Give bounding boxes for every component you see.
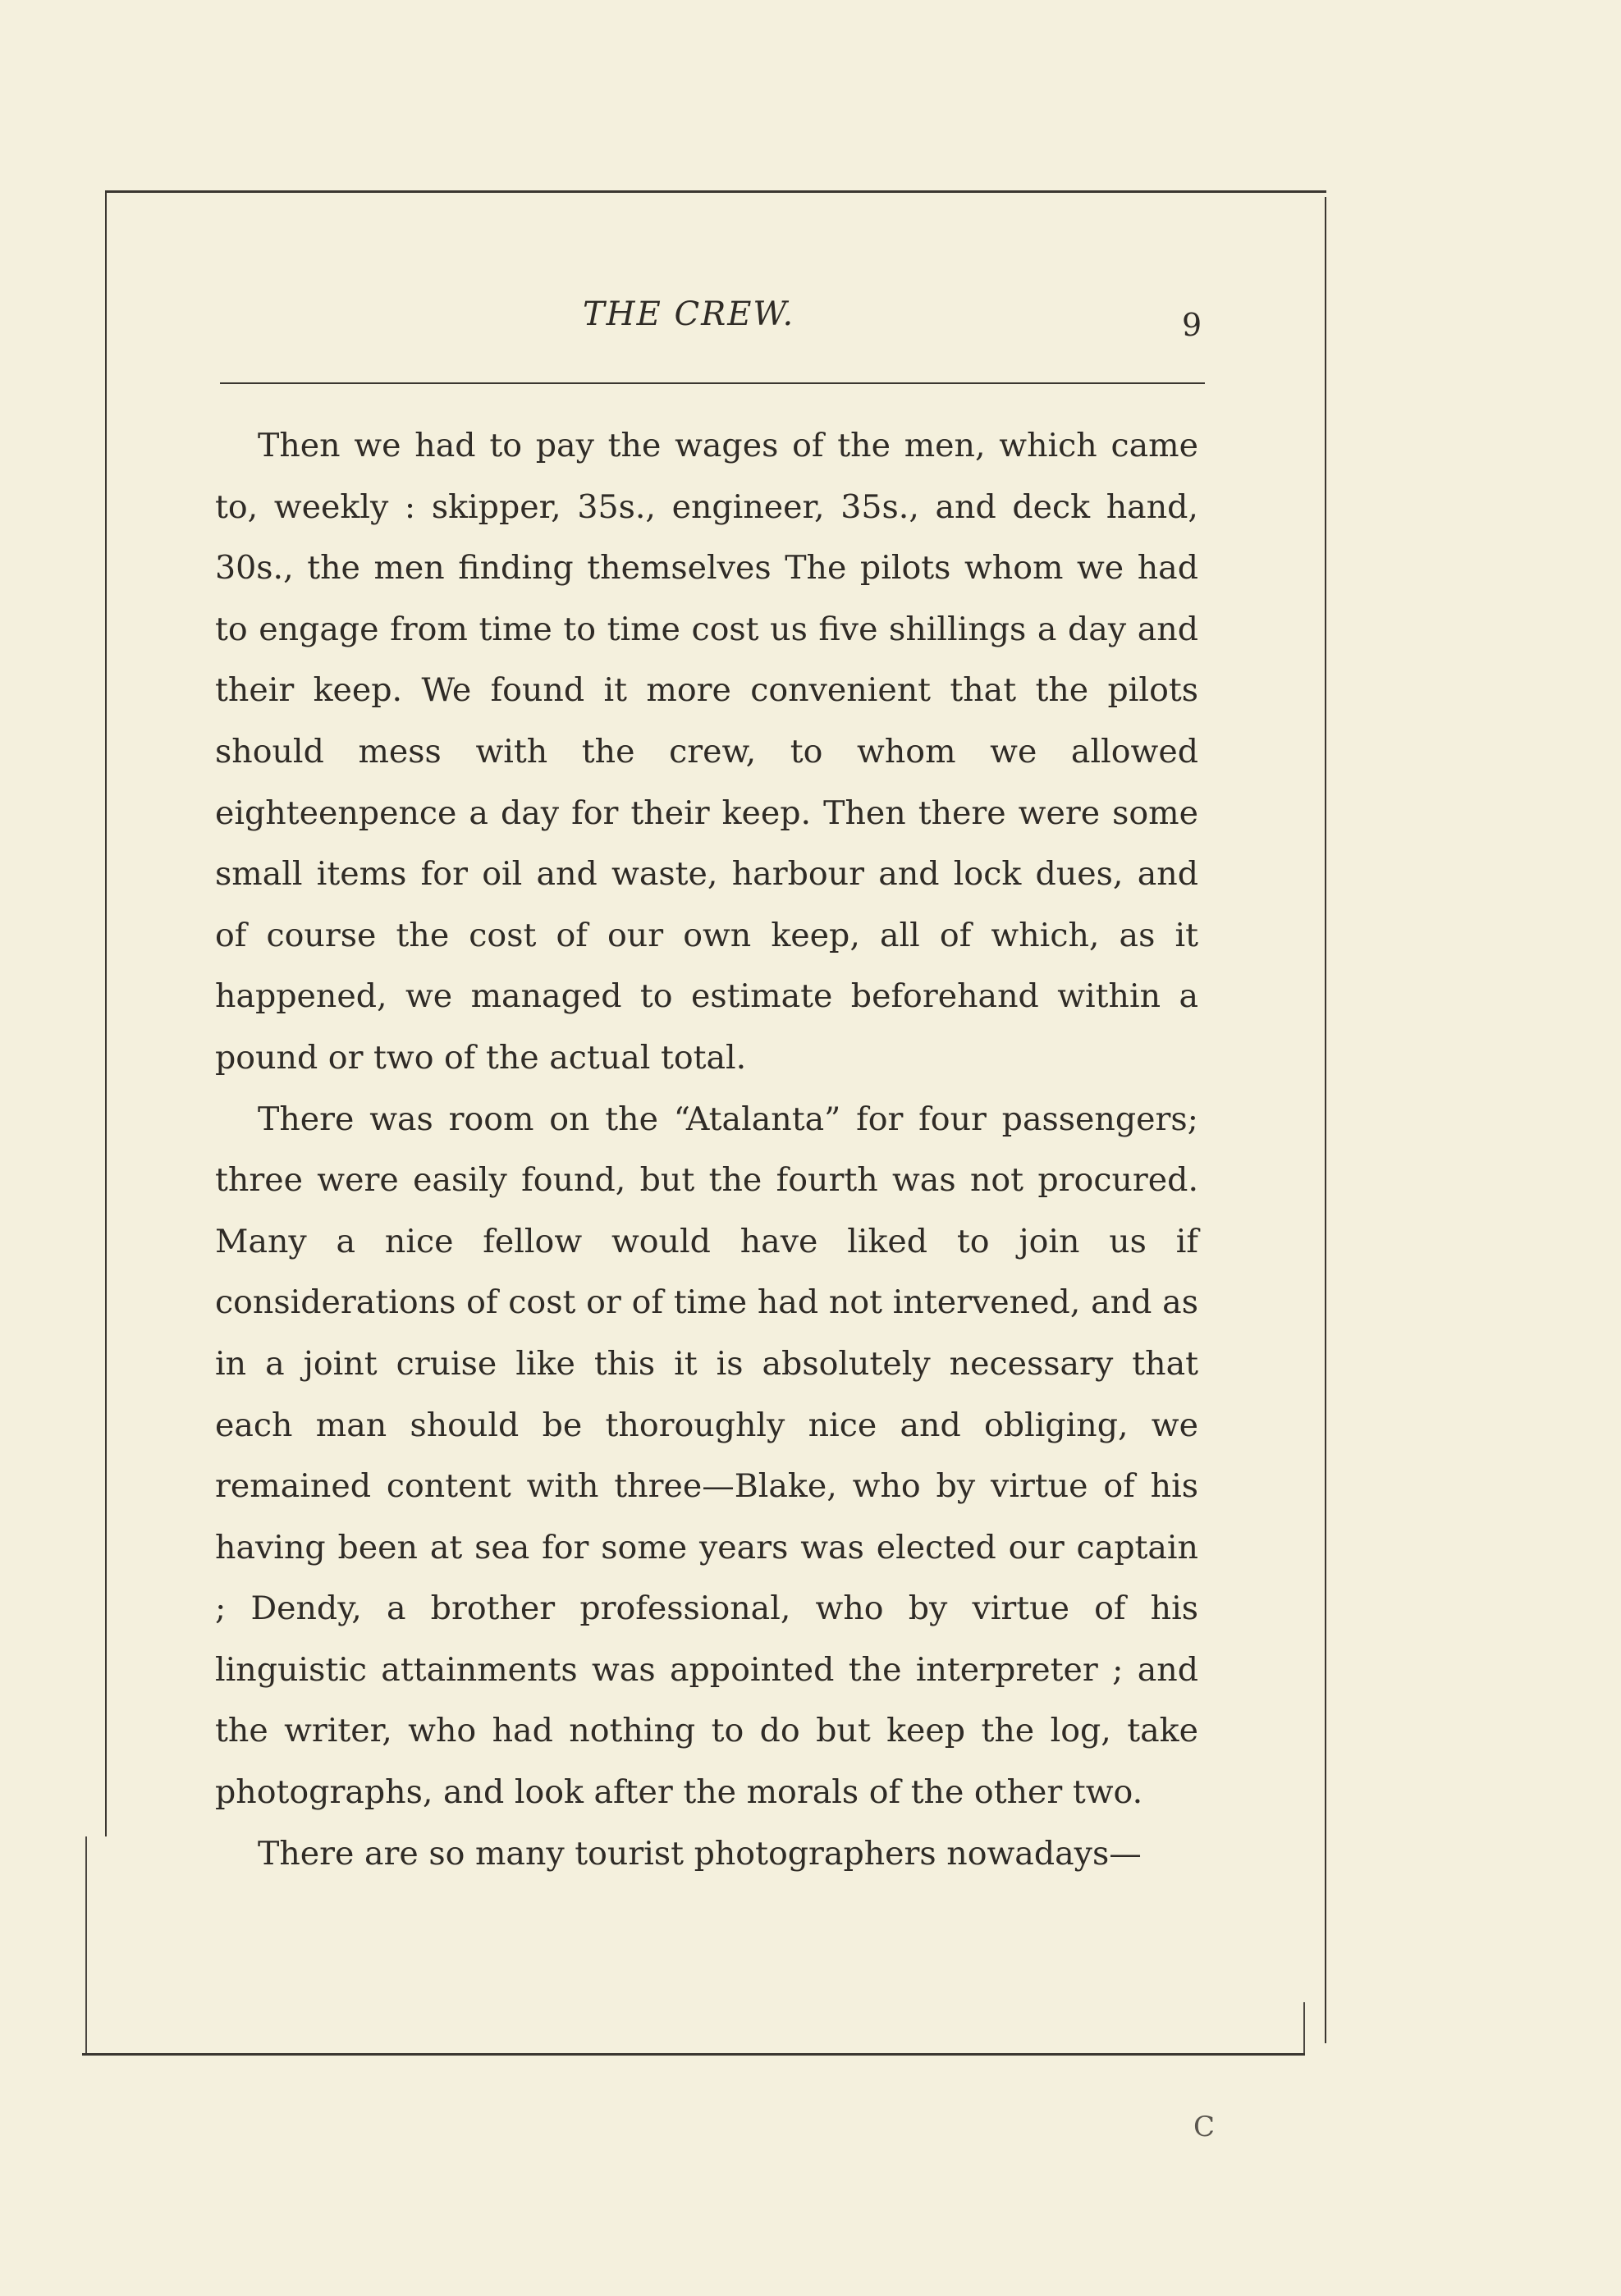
body-text	[215, 415, 1198, 1884]
frame-bottom-rule	[82, 2053, 1305, 2056]
frame-left-lower-rule	[85, 1836, 87, 2053]
page-title: THE CREW.	[583, 295, 795, 333]
page-number: 9	[1182, 307, 1202, 343]
frame-right-lower-rule	[1303, 2002, 1305, 2053]
frame-top-rule	[105, 190, 1326, 193]
frame-right-rule	[1325, 197, 1326, 2043]
paragraph-1: Then we had to pay the wages of the men, which came to, weekly : skipper, 35s., engineer, 35s., and deck hand, 30s., the men finding themselves The pilots whom we had to engage from time to time cost us five shillings a day and their keep. We found it more convenient that the pilots should mess with the crew, to whom we allowed eighteenpence a day for their keep. Then there were some small items for oil and waste, harbour and lock dues, and of course the cost of our own keep, all of which, as it happened, we managed to estimate beforehand within a pound or two of the actual total.	[215, 427, 1198, 1077]
paragraph-2: There was room on the “Atalanta” for four passengers; three were easily found, but the fourth was not procured. Many a nice fellow would have liked to join us if considerations of cost or of time had not intervened, and as in a joint cruise like this it is absolutely necessary that each man should be thoroughly nice and obliging, we remained content with three—Blake, who by virtue of his having been at sea for some years was elected our captain ; Dendy, a brother professional, who by virtue of his linguistic attainments was appointed the interpreter ; and the writer, who had nothing to do but keep the log, take photographs, and look after the morals of the other two.	[215, 1100, 1198, 1812]
signature-mark: C	[1193, 2111, 1216, 2143]
frame-left-rule	[105, 190, 107, 1836]
paragraph-3: There are so many tourist photographers nowadays—	[258, 1834, 1142, 1873]
header-rule	[220, 382, 1205, 384]
running-head	[213, 295, 1297, 345]
